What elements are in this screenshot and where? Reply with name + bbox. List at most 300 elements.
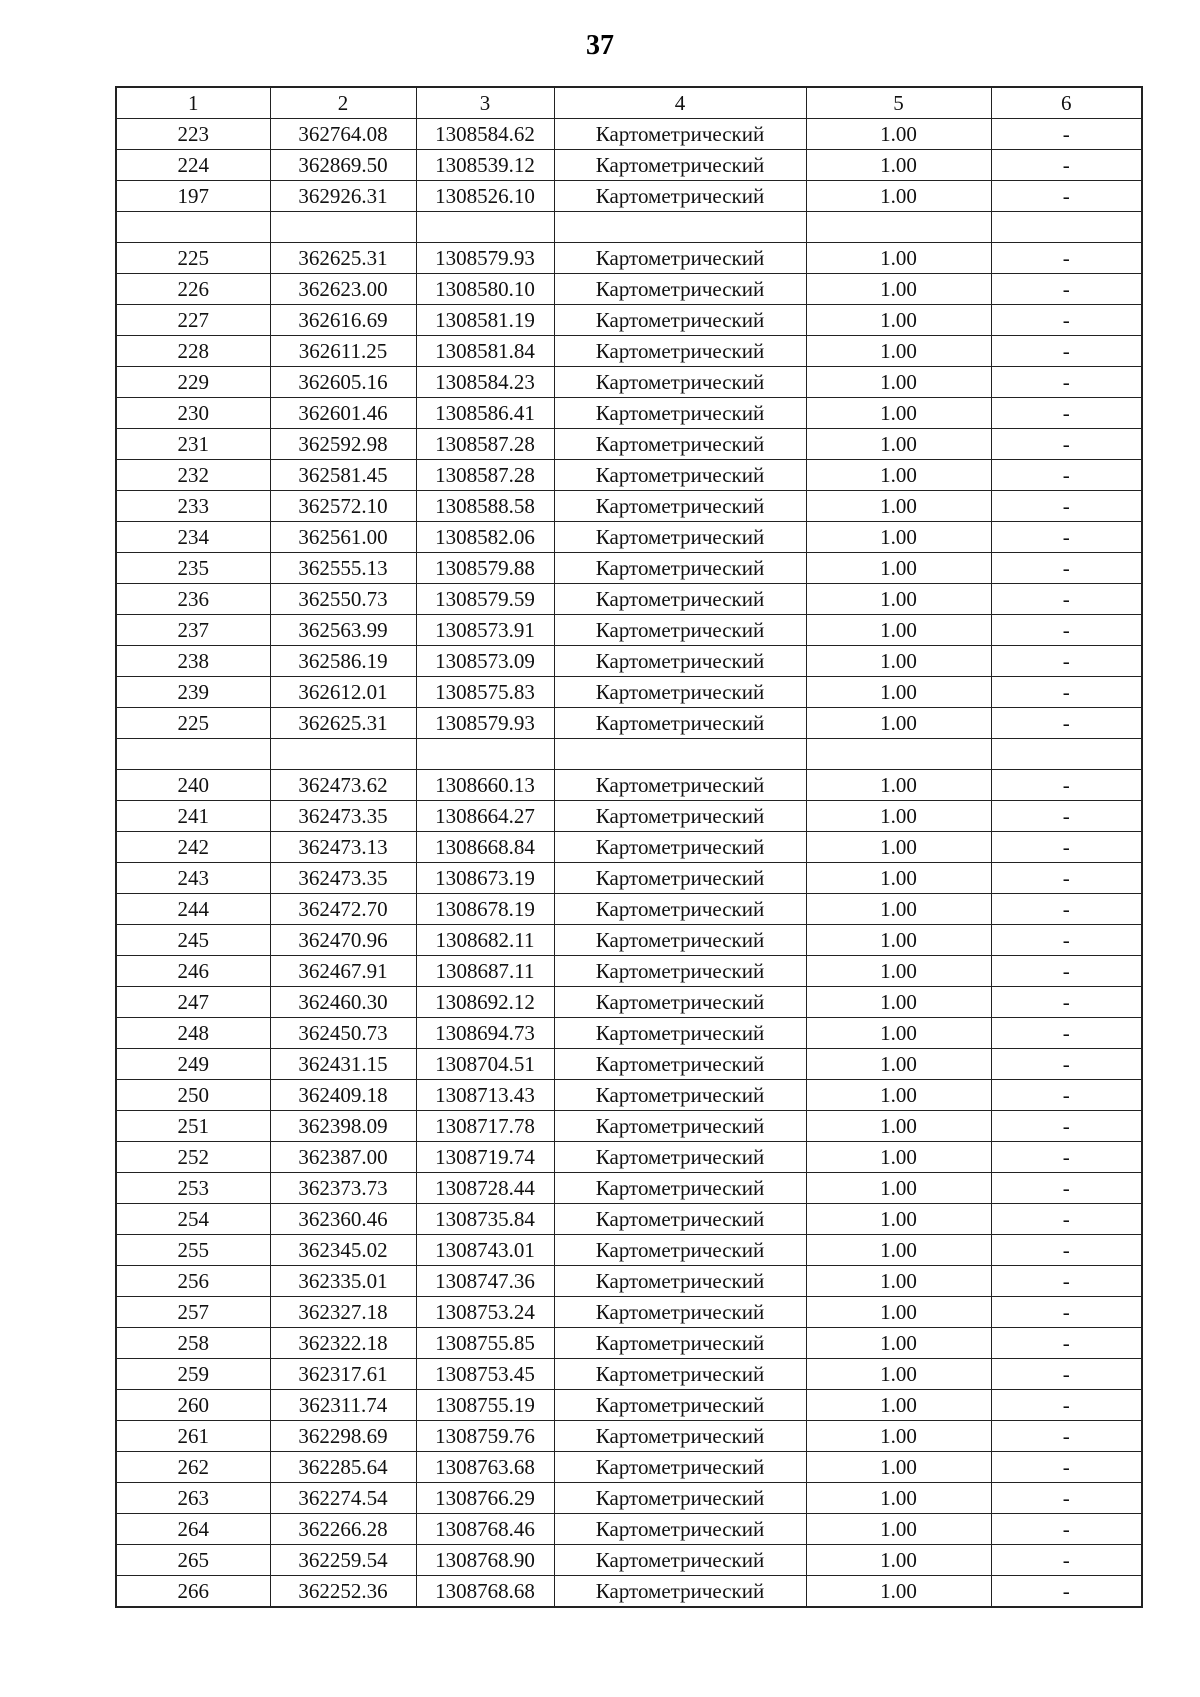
cell-y: 1308768.90 — [416, 1545, 554, 1576]
table-row — [116, 1390, 1142, 1421]
table-row — [116, 1421, 1142, 1452]
cell-point-number: 223 — [116, 119, 270, 150]
cell-description: - — [991, 863, 1142, 894]
cell-accuracy: 1.00 — [806, 1421, 991, 1452]
table-row — [116, 956, 1142, 987]
table-row — [116, 491, 1142, 522]
cell-x: 362616.69 — [270, 305, 416, 336]
cell-y: 1308719.74 — [416, 1142, 554, 1173]
cell-accuracy: 1.00 — [806, 460, 991, 491]
cell-description: - — [991, 1173, 1142, 1204]
cell-y: 1308573.09 — [416, 646, 554, 677]
cell-x: 362563.99 — [270, 615, 416, 646]
cell-x: 362360.46 — [270, 1204, 416, 1235]
cell-method: Картометрический — [554, 1421, 806, 1452]
cell-y: 1308768.68 — [416, 1576, 554, 1608]
table-row — [116, 1111, 1142, 1142]
cell-method: Картометрический — [554, 1173, 806, 1204]
cell-method: Картометрический — [554, 274, 806, 305]
cell-description: - — [991, 522, 1142, 553]
cell-accuracy: 1.00 — [806, 956, 991, 987]
cell-y: 1308728.44 — [416, 1173, 554, 1204]
cell-point-number: 229 — [116, 367, 270, 398]
table-row — [116, 150, 1142, 181]
cell-y: 1308747.36 — [416, 1266, 554, 1297]
cell-accuracy: 1.00 — [806, 1235, 991, 1266]
table-row — [116, 1018, 1142, 1049]
cell-x: 362926.31 — [270, 181, 416, 212]
cell-description: - — [991, 1235, 1142, 1266]
cell-x: 362373.73 — [270, 1173, 416, 1204]
cell-accuracy: 1.00 — [806, 1204, 991, 1235]
cell-x: 362322.18 — [270, 1328, 416, 1359]
cell-point-number: 237 — [116, 615, 270, 646]
cell-point-number: 257 — [116, 1297, 270, 1328]
cell-y: 1308768.46 — [416, 1514, 554, 1545]
cell-point-number: 228 — [116, 336, 270, 367]
cell-accuracy: 1.00 — [806, 708, 991, 739]
cell-x: 362592.98 — [270, 429, 416, 460]
cell-point-number: 227 — [116, 305, 270, 336]
cell-point-number: 234 — [116, 522, 270, 553]
table-row — [116, 677, 1142, 708]
cell-y: 1308580.10 — [416, 274, 554, 305]
cell-method: Картометрический — [554, 1018, 806, 1049]
cell-x: 362311.74 — [270, 1390, 416, 1421]
cell-description: - — [991, 584, 1142, 615]
cell-y: 1308735.84 — [416, 1204, 554, 1235]
cell-method: Картометрический — [554, 708, 806, 739]
table-row — [116, 119, 1142, 150]
cell-method: Картометрический — [554, 1111, 806, 1142]
cell-y: 1308753.45 — [416, 1359, 554, 1390]
table-row — [116, 646, 1142, 677]
table-row — [116, 305, 1142, 336]
cell-x: 362335.01 — [270, 1266, 416, 1297]
cell-accuracy: 1.00 — [806, 119, 991, 150]
cell-point-number: 232 — [116, 460, 270, 491]
cell-point-number: 258 — [116, 1328, 270, 1359]
cell-accuracy — [806, 212, 991, 243]
table-row — [116, 894, 1142, 925]
cell-method: Картометрический — [554, 150, 806, 181]
cell-x: 362625.31 — [270, 708, 416, 739]
cell-method: Картометрический — [554, 956, 806, 987]
cell-y: 1308759.76 — [416, 1421, 554, 1452]
cell-method: Картометрический — [554, 1328, 806, 1359]
cell-accuracy: 1.00 — [806, 429, 991, 460]
cell-y: 1308588.58 — [416, 491, 554, 522]
cell-point-number — [116, 739, 270, 770]
cell-point-number: 262 — [116, 1452, 270, 1483]
table-row — [116, 1142, 1142, 1173]
cell-method: Картометрический — [554, 398, 806, 429]
cell-x: 362581.45 — [270, 460, 416, 491]
header-cell-point-number: 1 — [116, 87, 270, 119]
cell-y: 1308743.01 — [416, 1235, 554, 1266]
cell-description: - — [991, 1328, 1142, 1359]
cell-x: 362285.64 — [270, 1452, 416, 1483]
cell-x: 362869.50 — [270, 150, 416, 181]
cell-description: - — [991, 987, 1142, 1018]
cell-description: - — [991, 925, 1142, 956]
cell-accuracy: 1.00 — [806, 1390, 991, 1421]
table-row — [116, 1297, 1142, 1328]
cell-method: Картометрический — [554, 119, 806, 150]
table-row — [116, 460, 1142, 491]
table-row — [116, 770, 1142, 801]
table-row — [116, 212, 1142, 243]
table-row — [116, 181, 1142, 212]
cell-accuracy: 1.00 — [806, 1173, 991, 1204]
cell-y: 1308581.19 — [416, 305, 554, 336]
cell-method: Картометрический — [554, 181, 806, 212]
cell-description: - — [991, 243, 1142, 274]
cell-method: Картометрический — [554, 1452, 806, 1483]
cell-method: Картометрический — [554, 429, 806, 460]
cell-point-number: 266 — [116, 1576, 270, 1608]
cell-point-number: 263 — [116, 1483, 270, 1514]
cell-point-number: 235 — [116, 553, 270, 584]
cell-method — [554, 212, 806, 243]
cell-point-number: 251 — [116, 1111, 270, 1142]
cell-accuracy: 1.00 — [806, 1111, 991, 1142]
cell-method — [554, 739, 806, 770]
cell-x: 362555.13 — [270, 553, 416, 584]
cell-accuracy: 1.00 — [806, 1514, 991, 1545]
cell-accuracy: 1.00 — [806, 1483, 991, 1514]
cell-accuracy: 1.00 — [806, 1018, 991, 1049]
header-cell-method: 4 — [554, 87, 806, 119]
cell-description: - — [991, 150, 1142, 181]
cell-description: - — [991, 1514, 1142, 1545]
cell-y: 1308582.06 — [416, 522, 554, 553]
table-row — [116, 987, 1142, 1018]
cell-description: - — [991, 708, 1142, 739]
cell-x: 362550.73 — [270, 584, 416, 615]
cell-accuracy — [806, 739, 991, 770]
cell-description: - — [991, 1390, 1142, 1421]
cell-description: - — [991, 1018, 1142, 1049]
table-row — [116, 1049, 1142, 1080]
cell-y: 1308586.41 — [416, 398, 554, 429]
cell-method: Картометрический — [554, 243, 806, 274]
cell-accuracy: 1.00 — [806, 677, 991, 708]
cell-method: Картометрический — [554, 305, 806, 336]
cell-accuracy: 1.00 — [806, 1266, 991, 1297]
cell-description: - — [991, 1080, 1142, 1111]
table-row — [116, 1452, 1142, 1483]
cell-accuracy: 1.00 — [806, 1359, 991, 1390]
cell-point-number: 231 — [116, 429, 270, 460]
table-row — [116, 522, 1142, 553]
cell-y: 1308713.43 — [416, 1080, 554, 1111]
cell-method: Картометрический — [554, 1390, 806, 1421]
cell-point-number: 259 — [116, 1359, 270, 1390]
cell-description: - — [991, 1204, 1142, 1235]
cell-description: - — [991, 770, 1142, 801]
cell-description: - — [991, 956, 1142, 987]
cell-method: Картометрический — [554, 1235, 806, 1266]
table-body — [116, 119, 1142, 1608]
cell-accuracy: 1.00 — [806, 522, 991, 553]
cell-x: 362345.02 — [270, 1235, 416, 1266]
cell-method: Картометрический — [554, 1142, 806, 1173]
cell-x — [270, 739, 416, 770]
cell-method: Картометрический — [554, 553, 806, 584]
table-row — [116, 1576, 1142, 1608]
cell-description: - — [991, 1545, 1142, 1576]
cell-point-number: 261 — [116, 1421, 270, 1452]
cell-description: - — [991, 646, 1142, 677]
table-row — [116, 832, 1142, 863]
cell-accuracy: 1.00 — [806, 1328, 991, 1359]
cell-x — [270, 212, 416, 243]
cell-accuracy: 1.00 — [806, 894, 991, 925]
cell-x: 362409.18 — [270, 1080, 416, 1111]
cell-accuracy: 1.00 — [806, 1049, 991, 1080]
cell-description: - — [991, 491, 1142, 522]
cell-description: - — [991, 801, 1142, 832]
cell-point-number: 239 — [116, 677, 270, 708]
table-row — [116, 243, 1142, 274]
cell-point-number: 245 — [116, 925, 270, 956]
cell-accuracy: 1.00 — [806, 491, 991, 522]
cell-x: 362586.19 — [270, 646, 416, 677]
table-row — [116, 1359, 1142, 1390]
cell-x: 362259.54 — [270, 1545, 416, 1576]
cell-method: Картометрический — [554, 987, 806, 1018]
cell-x: 362611.25 — [270, 336, 416, 367]
cell-method: Картометрический — [554, 1359, 806, 1390]
header-row — [116, 87, 1142, 119]
cell-accuracy: 1.00 — [806, 987, 991, 1018]
cell-description: - — [991, 1421, 1142, 1452]
cell-x: 362317.61 — [270, 1359, 416, 1390]
cell-accuracy: 1.00 — [806, 770, 991, 801]
table-row — [116, 1483, 1142, 1514]
cell-point-number: 255 — [116, 1235, 270, 1266]
cell-x: 362764.08 — [270, 119, 416, 150]
cell-method: Картометрический — [554, 1080, 806, 1111]
cell-y: 1308682.11 — [416, 925, 554, 956]
cell-y: 1308692.12 — [416, 987, 554, 1018]
cell-y: 1308579.93 — [416, 243, 554, 274]
cell-method: Картометрический — [554, 801, 806, 832]
cell-point-number: 256 — [116, 1266, 270, 1297]
cell-method: Картометрический — [554, 491, 806, 522]
cell-y: 1308678.19 — [416, 894, 554, 925]
table-row — [116, 1328, 1142, 1359]
cell-description — [991, 739, 1142, 770]
cell-x: 362431.15 — [270, 1049, 416, 1080]
table-row — [116, 429, 1142, 460]
cell-accuracy: 1.00 — [806, 243, 991, 274]
cell-accuracy: 1.00 — [806, 336, 991, 367]
cell-method: Картометрический — [554, 1266, 806, 1297]
cell-method: Картометрический — [554, 336, 806, 367]
cell-point-number: 243 — [116, 863, 270, 894]
table-row — [116, 274, 1142, 305]
cell-description: - — [991, 1111, 1142, 1142]
cell-description: - — [991, 1297, 1142, 1328]
cell-y: 1308587.28 — [416, 460, 554, 491]
cell-description: - — [991, 429, 1142, 460]
cell-method: Картометрический — [554, 367, 806, 398]
cell-description: - — [991, 336, 1142, 367]
cell-y: 1308587.28 — [416, 429, 554, 460]
table-row — [116, 1266, 1142, 1297]
cell-point-number: 265 — [116, 1545, 270, 1576]
cell-y: 1308579.59 — [416, 584, 554, 615]
table-row — [116, 1545, 1142, 1576]
cell-x: 362398.09 — [270, 1111, 416, 1142]
table-row — [116, 739, 1142, 770]
table-row — [116, 708, 1142, 739]
cell-y: 1308579.88 — [416, 553, 554, 584]
header-cell-accuracy: 5 — [806, 87, 991, 119]
cell-y: 1308687.11 — [416, 956, 554, 987]
cell-y: 1308664.27 — [416, 801, 554, 832]
cell-accuracy: 1.00 — [806, 1142, 991, 1173]
cell-y: 1308579.93 — [416, 708, 554, 739]
table-row — [116, 1235, 1142, 1266]
cell-point-number: 249 — [116, 1049, 270, 1080]
cell-y: 1308704.51 — [416, 1049, 554, 1080]
cell-description: - — [991, 1452, 1142, 1483]
cell-x: 362473.13 — [270, 832, 416, 863]
cell-point-number: 197 — [116, 181, 270, 212]
cell-accuracy: 1.00 — [806, 1545, 991, 1576]
cell-point-number: 224 — [116, 150, 270, 181]
cell-accuracy: 1.00 — [806, 646, 991, 677]
cell-method: Картометрический — [554, 615, 806, 646]
cell-x: 362625.31 — [270, 243, 416, 274]
cell-x: 362473.35 — [270, 863, 416, 894]
cell-method: Картометрический — [554, 832, 806, 863]
cell-y: 1308694.73 — [416, 1018, 554, 1049]
cell-x: 362561.00 — [270, 522, 416, 553]
cell-y: 1308573.91 — [416, 615, 554, 646]
cell-point-number: 241 — [116, 801, 270, 832]
cell-accuracy: 1.00 — [806, 584, 991, 615]
cell-point-number: 250 — [116, 1080, 270, 1111]
cell-accuracy: 1.00 — [806, 181, 991, 212]
cell-x: 362612.01 — [270, 677, 416, 708]
cell-x: 362601.46 — [270, 398, 416, 429]
table-row — [116, 1173, 1142, 1204]
cell-description: - — [991, 894, 1142, 925]
cell-description: - — [991, 615, 1142, 646]
cell-method: Картометрический — [554, 1514, 806, 1545]
cell-description: - — [991, 1142, 1142, 1173]
table-row — [116, 925, 1142, 956]
cell-method: Картометрический — [554, 1576, 806, 1608]
cell-description — [991, 212, 1142, 243]
cell-y: 1308660.13 — [416, 770, 554, 801]
cell-point-number: 260 — [116, 1390, 270, 1421]
cell-method: Картометрический — [554, 1483, 806, 1514]
cell-x: 362460.30 — [270, 987, 416, 1018]
cell-y: 1308584.62 — [416, 119, 554, 150]
cell-point-number: 233 — [116, 491, 270, 522]
cell-accuracy: 1.00 — [806, 367, 991, 398]
cell-x: 362605.16 — [270, 367, 416, 398]
cell-point-number: 242 — [116, 832, 270, 863]
cell-accuracy: 1.00 — [806, 801, 991, 832]
cell-description: - — [991, 305, 1142, 336]
cell-accuracy: 1.00 — [806, 863, 991, 894]
cell-x: 362467.91 — [270, 956, 416, 987]
cell-y: 1308581.84 — [416, 336, 554, 367]
cell-accuracy: 1.00 — [806, 553, 991, 584]
cell-description: - — [991, 398, 1142, 429]
header-cell-y: 3 — [416, 87, 554, 119]
cell-accuracy: 1.00 — [806, 305, 991, 336]
cell-x: 362274.54 — [270, 1483, 416, 1514]
cell-x: 362327.18 — [270, 1297, 416, 1328]
cell-x: 362450.73 — [270, 1018, 416, 1049]
cell-x: 362298.69 — [270, 1421, 416, 1452]
cell-accuracy: 1.00 — [806, 832, 991, 863]
cell-accuracy: 1.00 — [806, 1452, 991, 1483]
table-row — [116, 336, 1142, 367]
cell-point-number: 226 — [116, 274, 270, 305]
cell-point-number: 252 — [116, 1142, 270, 1173]
cell-description: - — [991, 367, 1142, 398]
cell-x: 362572.10 — [270, 491, 416, 522]
cell-point-number: 225 — [116, 708, 270, 739]
cell-method: Картометрический — [554, 894, 806, 925]
page-number: 37 — [586, 30, 614, 61]
cell-y — [416, 212, 554, 243]
table-row — [116, 1080, 1142, 1111]
cell-description: - — [991, 832, 1142, 863]
table-row — [116, 367, 1142, 398]
cell-accuracy: 1.00 — [806, 150, 991, 181]
cell-description: - — [991, 1483, 1142, 1514]
cell-method: Картометрический — [554, 1297, 806, 1328]
cell-y: 1308668.84 — [416, 832, 554, 863]
cell-method: Картометрический — [554, 1204, 806, 1235]
cell-description: - — [991, 1359, 1142, 1390]
cell-point-number: 230 — [116, 398, 270, 429]
cell-x: 362470.96 — [270, 925, 416, 956]
cell-point-number: 253 — [116, 1173, 270, 1204]
cell-accuracy: 1.00 — [806, 1297, 991, 1328]
table-row — [116, 615, 1142, 646]
cell-method: Картометрический — [554, 522, 806, 553]
cell-y: 1308526.10 — [416, 181, 554, 212]
cell-y: 1308755.19 — [416, 1390, 554, 1421]
cell-y: 1308766.29 — [416, 1483, 554, 1514]
coordinates-table — [115, 86, 1143, 1608]
cell-point-number: 240 — [116, 770, 270, 801]
cell-x: 362473.35 — [270, 801, 416, 832]
cell-y: 1308673.19 — [416, 863, 554, 894]
cell-accuracy: 1.00 — [806, 398, 991, 429]
cell-description: - — [991, 1049, 1142, 1080]
cell-accuracy: 1.00 — [806, 1576, 991, 1608]
cell-x: 362387.00 — [270, 1142, 416, 1173]
cell-x: 362623.00 — [270, 274, 416, 305]
cell-y: 1308753.24 — [416, 1297, 554, 1328]
cell-y — [416, 739, 554, 770]
cell-description: - — [991, 1576, 1142, 1608]
cell-y: 1308717.78 — [416, 1111, 554, 1142]
cell-description: - — [991, 274, 1142, 305]
table-row — [116, 1204, 1142, 1235]
